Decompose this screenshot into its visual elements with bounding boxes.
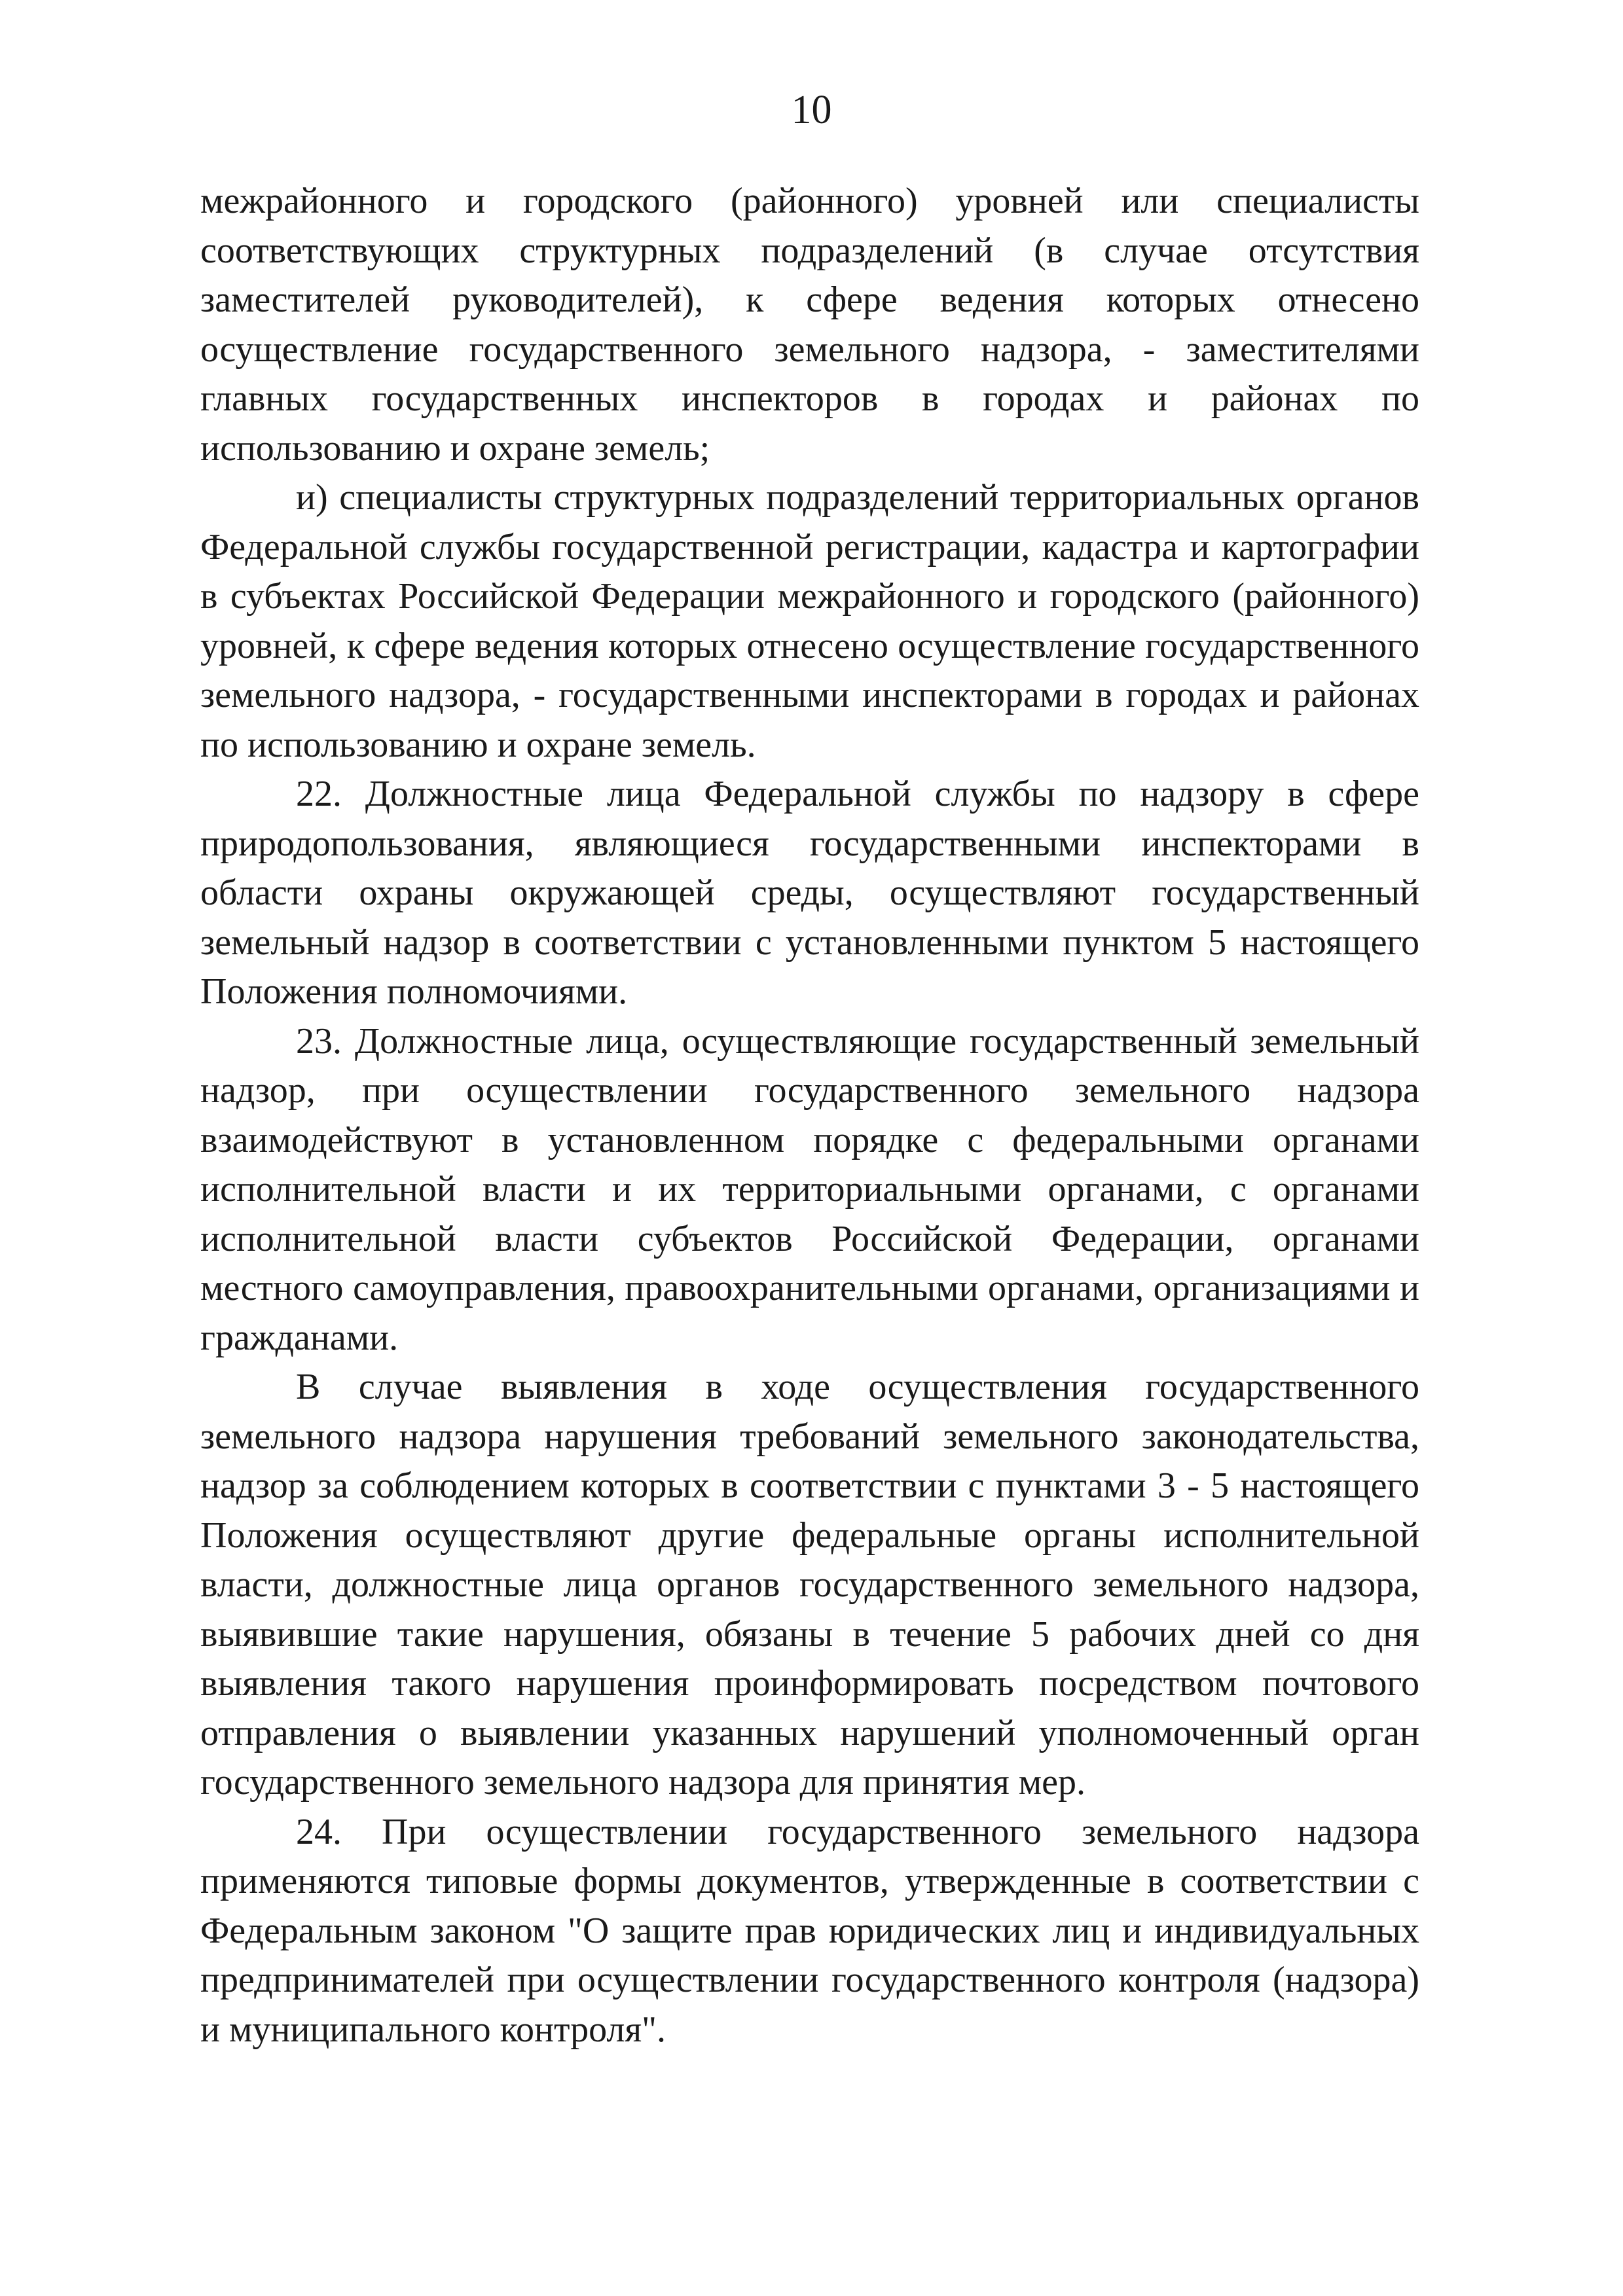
paragraph-clause-22: 22. Должностные лица Федеральной службы по надзору в сфере природопользования, являющиеся государственными инспекторами в области охраны окружающей среды, осуществляют государственный земельный надзор в соответствии с установленными пунктом 5 настоящего Положения полномочиями. bbox=[200, 774, 1419, 1012]
paragraph-clause-23-continued: В случае выявления в ходе осуществления государственного земельного надзора нарушения требований земельного законодательства, надзор за соблюдением которых в соответствии с пунктами 3 - 5 настоящего Положения осуществляют другие федеральные органы исполнительной власти, должностные лица органов государственного земельного надзора, выявившие такие нарушения, обязаны в течение 5 рабочих дней со дня выявления такого нарушения проинформировать посредством почтового отправления о выявлении указанных нарушений уполномоченный орган государственного земельного надзора для принятия мер. bbox=[200, 1367, 1419, 1803]
page-number: 10 bbox=[791, 88, 832, 132]
paragraph-clause-24: 24. При осуществлении государственного земельного надзора применяются типовые формы документов, утвержденные в соответствии с Федеральным законом "О защите прав юридических лиц и индивидуальных предпринимателей при осуществлении государственного контроля (надзора) и муниципального контроля". bbox=[200, 1811, 1419, 2050]
document-body bbox=[200, 177, 1419, 2054]
paragraph-item-i: и) специалисты структурных подразделений территориальных органов Федеральной службы государственной регистрации, кадастра и картографии в субъектах Российской Федерации межрайонного и городского (районного) уровней, к сфере ведения которых отнесено осуществление государственного земельного надзора, - государственными инспекторами в городах и районах по использованию и охране земель. bbox=[200, 477, 1419, 765]
paragraph-continuation: межрайонного и городского (районного) уровней или специалисты соответствующих структурных подразделений (в случае отсутствия заместителей руководителей), к сфере ведения которых отнесено осуществление государственного земельного надзора, - заместителями главных государственных инспекторов в городах и районах по использованию и охране земель; bbox=[200, 181, 1419, 469]
paragraph-clause-23: 23. Должностные лица, осуществляющие государственный земельный надзор, при осуществлении государственного земельного надзора взаимодействуют в установленном порядке с федеральными органами исполнительной власти и их территориальными органами, с органами исполнительной власти субъектов Российской Федерации, органами местного самоуправления, правоохранительными органами, организациями и гражданами. bbox=[200, 1020, 1419, 1358]
